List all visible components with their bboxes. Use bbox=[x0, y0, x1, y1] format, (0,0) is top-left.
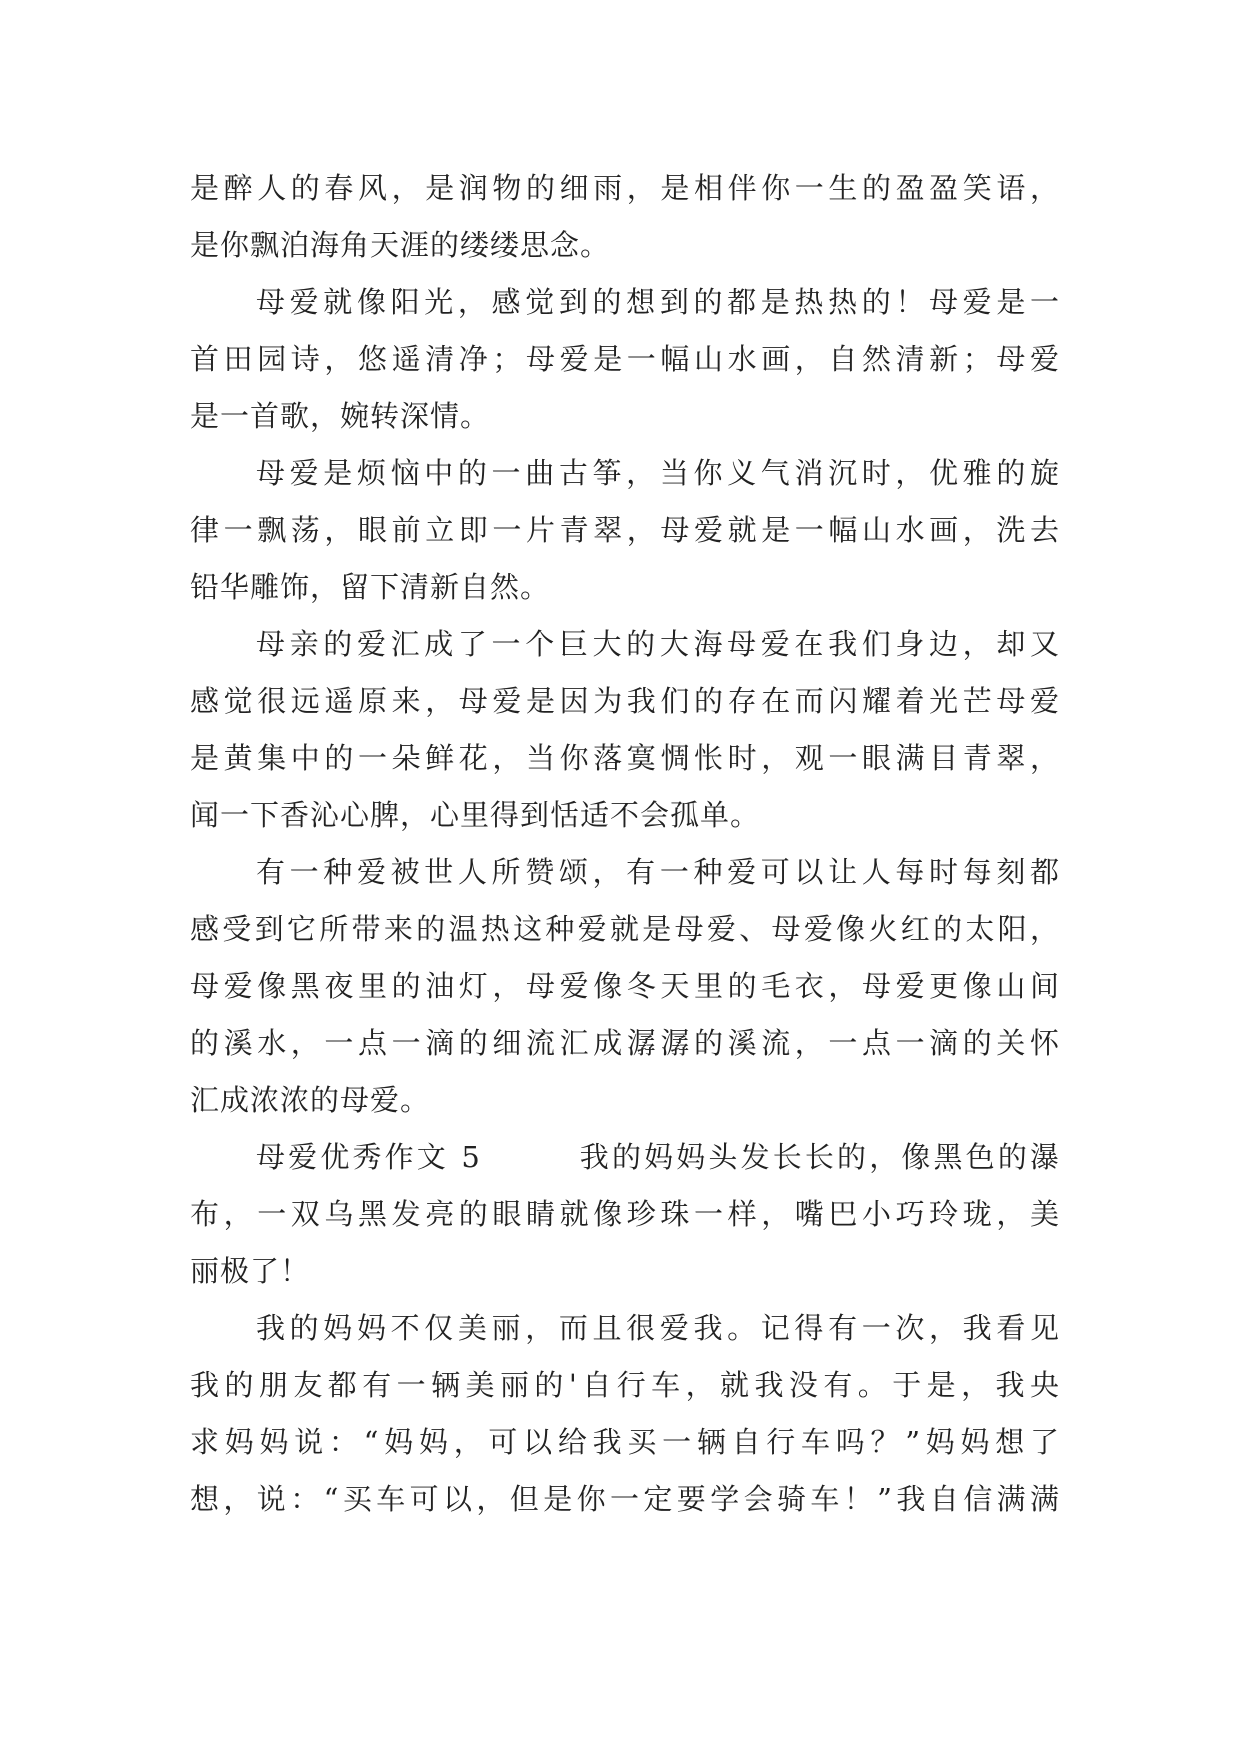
text-line: 的溪水，一点一滴的细流汇成潺潺的溪流，一点一滴的关怀 bbox=[190, 1026, 1060, 1060]
text-line: 想，说：“买车可以，但是你一定要学会骑车！”我自信满满 bbox=[190, 1482, 1060, 1516]
document-body bbox=[190, 160, 1060, 1528]
text-line: 丽极了！ bbox=[190, 1254, 311, 1288]
text-line: 母亲的爱汇成了一个巨大的大海母爱在我们身边，却又 bbox=[256, 627, 1060, 661]
text-line: 有一种爱被世人所赞颂，有一种爱可以让人每时每刻都 bbox=[256, 855, 1060, 889]
text-line: 感觉很远遥原来，母爱是因为我们的存在而闪耀着光芒母爱 bbox=[190, 684, 1060, 718]
text-line: 我的妈妈不仅美丽，而且很爱我。记得有一次，我看见 bbox=[256, 1311, 1060, 1345]
text-line: 首田园诗，悠遥清净；母爱是一幅山水画，自然清新；母爱 bbox=[190, 342, 1060, 376]
text-line: 律一飘荡，眼前立即一片青翠，母爱就是一幅山水画，洗去 bbox=[190, 513, 1060, 547]
text-line: 汇成浓浓的母爱。 bbox=[190, 1083, 431, 1117]
text-line: 求妈妈说：“妈妈，可以给我买一辆自行车吗？”妈妈想了 bbox=[190, 1425, 1060, 1459]
text-line: 铅华雕饰，留下清新自然。 bbox=[190, 570, 551, 604]
text-line: 母爱优秀作文 5 我的妈妈头发长长的，像黑色的瀑 bbox=[256, 1140, 1060, 1174]
text-line: 布，一双乌黑发亮的眼睛就像珍珠一样，嘴巴小巧玲珑，美 bbox=[190, 1197, 1060, 1231]
text-line: 母爱像黑夜里的油灯，母爱像冬天里的毛衣，母爱更像山间 bbox=[190, 969, 1060, 1003]
text-line: 是你飘泊海角天涯的缕缕思念。 bbox=[190, 228, 611, 262]
text-line: 闻一下香沁心脾，心里得到恬适不会孤单。 bbox=[190, 798, 761, 832]
text-line: 是黄集中的一朵鲜花，当你落寞惆怅时，观一眼满目青翠， bbox=[190, 741, 1060, 775]
text-line: 母爱是烦恼中的一曲古筝，当你义气消沉时，优雅的旋 bbox=[256, 456, 1060, 490]
text-line: 母爱就像阳光，感觉到的想到的都是热热的！母爱是一 bbox=[256, 285, 1060, 319]
text-line: 是一首歌，婉转深情。 bbox=[190, 399, 491, 433]
text-line: 我的朋友都有一辆美丽的'自行车，就我没有。于是，我央 bbox=[190, 1368, 1060, 1402]
text-line: 感受到它所带来的温热这种爱就是母爱、母爱像火红的太阳， bbox=[190, 912, 1060, 946]
text-line: 是醉人的春风，是润物的细雨，是相伴你一生的盈盈笑语， bbox=[190, 171, 1060, 205]
